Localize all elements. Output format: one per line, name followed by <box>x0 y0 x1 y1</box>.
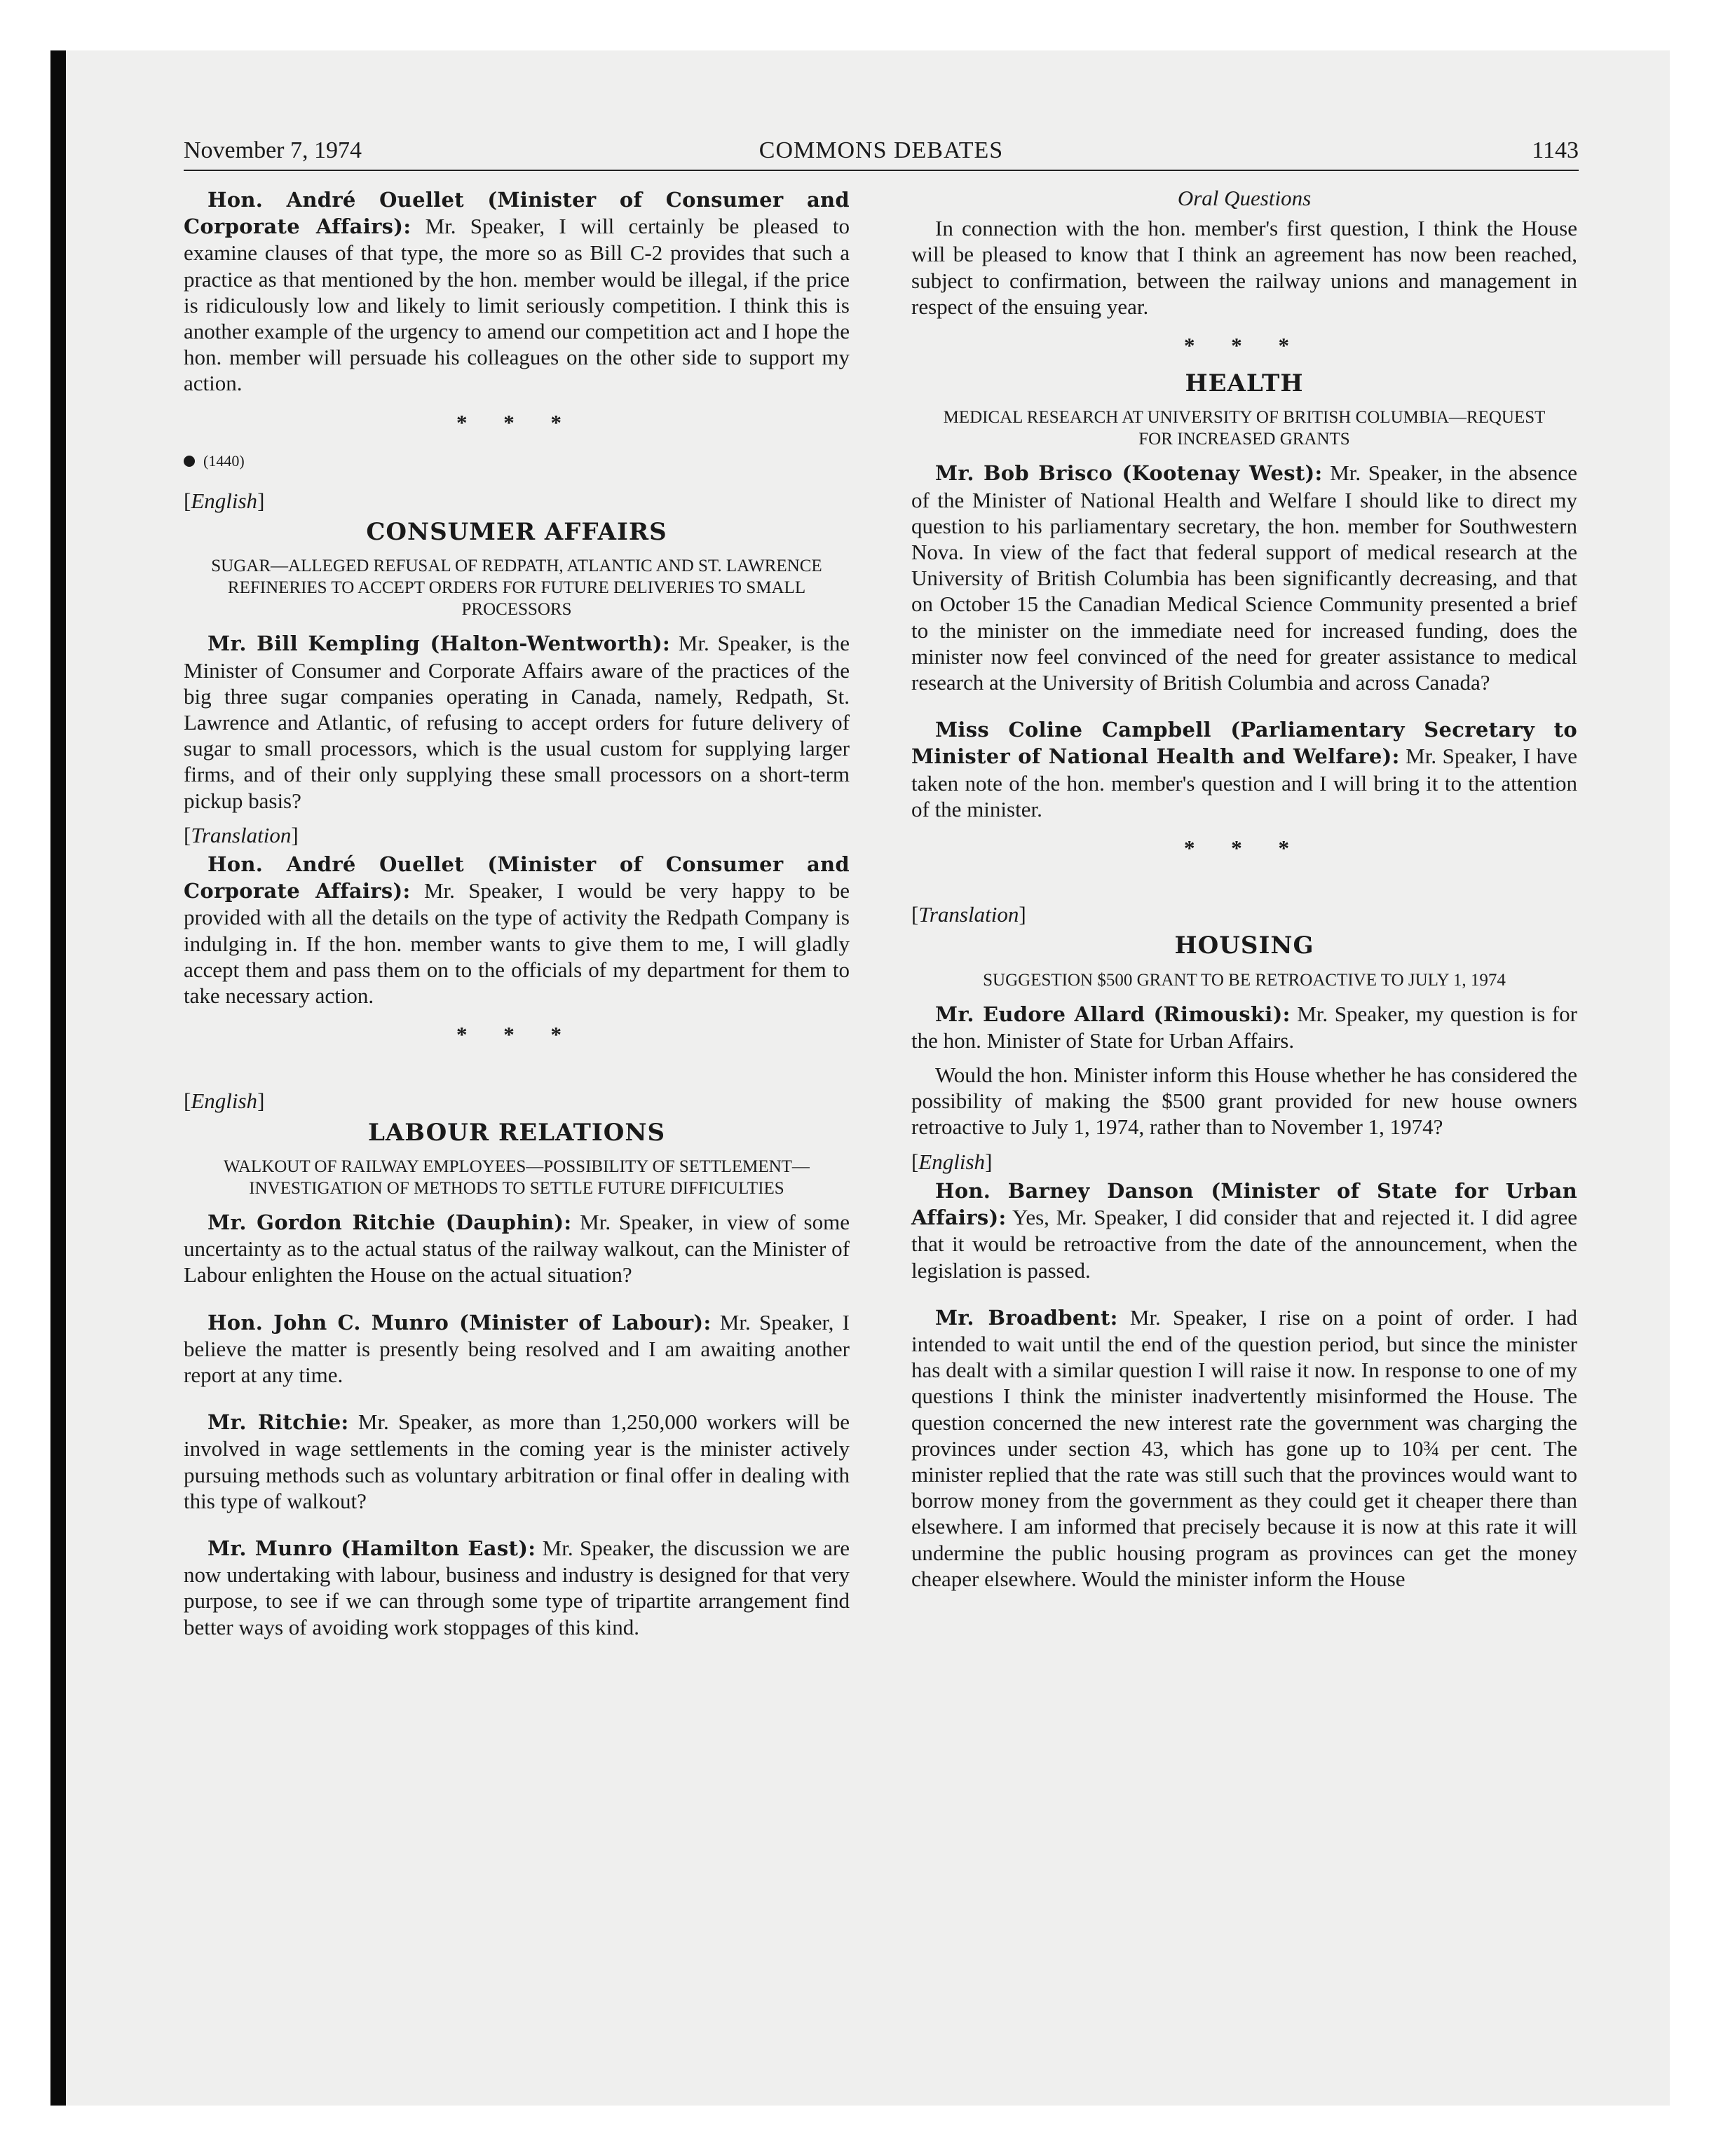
language-label: [English] <box>184 489 265 514</box>
speaker-name: Mr. Broadbent: <box>935 1305 1118 1330</box>
scan-edge-bar <box>50 50 66 2106</box>
paragraph <box>911 1062 1577 1140</box>
paragraph <box>184 186 850 397</box>
section-heading: LABOUR RELATIONS <box>367 1118 666 1147</box>
language-label: [Translation] <box>911 902 1026 927</box>
speech-text: Would the hon. Minister inform this House whether he has considered the possibility of making the $500 grant provided for new house owners retroactive to July 1, 1974, rather than to November 1, 1974? <box>911 1063 1577 1140</box>
left-column <box>184 186 850 1649</box>
speech-text: Yes, Mr. Speaker, I did consider that and rejected it. I did agree that it would be retroactive from the date of the announcement, when the legislation is passed. <box>911 1205 1577 1283</box>
speaker-name: Hon. André Ouellet (Minister of Consumer and Corporate Affairs): <box>184 188 850 239</box>
speech-text: Mr. Speaker, as more than 1,250,000 workers will be involved in wage settlements in the coming year is the minister actively pursuing methods such as voluntary arbitration or final offer in dealing with this type of walkout? <box>184 1410 850 1513</box>
paragraph <box>911 716 1577 822</box>
header-date: November 7, 1974 <box>184 137 362 163</box>
speaker-name: Mr. Eudore Allard (Rimouski): <box>935 1002 1291 1026</box>
speaker-name: Mr. Munro (Hamilton East): <box>207 1536 536 1560</box>
paragraph <box>184 630 850 813</box>
speech-text: Mr. Speaker, is the Minister of Consumer and Corporate Affairs aware of the practices of the big three sugar companies operating in Canada, namely, Redpath, St. Lawrence and Atlantic, of refusing to accept orders for future delivery of sugar to small processors, which is the usual custom for supplying larger firms, and of their only supplying these small processors on a short-term pickup basis? <box>184 631 850 813</box>
section-subheading: SUGGESTION $500 GRANT TO BE RETROACTIVE TO JULY 1, 1974 <box>983 970 1506 990</box>
speech-text: Mr. Speaker, I believe the matter is presently being resolved and I am awaiting another report at any time. <box>184 1309 850 1387</box>
section-subheading: MEDICAL RESEARCH AT UNIVERSITY OF BRITISH COLUMBIA—REQUEST FOR INCREASED GRANTS <box>943 408 1546 449</box>
speech-text: Mr. Speaker, the discussion we are now undertaking with labour, business and industry is designed for that very purpose, to see if we can through some type of tripartite arrangement find better ways of avoiding work stoppages of this kind. <box>184 1535 850 1639</box>
speaker-name: Mr. Gordon Ritchie (Dauphin): <box>207 1210 572 1234</box>
speech-text: Mr. Speaker, I have taken note of the hon. member's question and I will bring it to the attention of the minister. <box>911 744 1577 821</box>
speaker-name: Mr. Bill Kempling (Halton-Wentworth): <box>207 632 671 656</box>
section-separator: * * * <box>1184 333 1305 358</box>
paragraph <box>184 851 850 1009</box>
right-column <box>911 186 1577 1600</box>
speech-text: In connection with the hon. member's first question, I think the House will be pleased to know that I think an agreement has now been reached, subject to confirmation, between the railway unions and management in respect of the ensuing year. <box>911 216 1577 319</box>
paragraph <box>911 1178 1577 1283</box>
paragraph <box>184 1535 850 1640</box>
speaker-name: Miss Coline Campbell (Parliamentary Secretary to Minister of National Health and Welfare): <box>911 718 1577 769</box>
section-separator: * * * <box>456 409 577 435</box>
paragraph <box>184 1309 850 1389</box>
section-heading: HOUSING <box>1174 932 1314 960</box>
header-publication: COMMONS DEBATES <box>758 137 1004 163</box>
paragraph <box>911 460 1577 695</box>
language-label: [English] <box>184 1089 265 1114</box>
speaker-name: Hon. André Ouellet (Minister of Consumer and Corporate Affairs): <box>184 852 850 903</box>
section-subheading: WALKOUT OF RAILWAY EMPLOYEES—POSSIBILITY OF SETTLEMENT—INVESTIGATION OF METHODS TO SETTLE FUTURE DIFFICULTIES <box>224 1157 810 1198</box>
section-label: Oral Questions <box>1177 186 1312 210</box>
language-label: [English] <box>911 1149 993 1174</box>
speaker-name: Hon. Barney Danson (Minister of State for Urban Affairs): <box>911 1178 1577 1230</box>
bullet-icon <box>184 456 195 467</box>
language-label: [Translation] <box>184 822 299 847</box>
section-separator: * * * <box>456 1022 577 1047</box>
paragraph <box>911 215 1577 320</box>
speech-text: Mr. Speaker, in view of some uncertainty as to the actual status of the railway walkout, can the Minister of Labour enlighten the House on the actual situation? <box>184 1209 850 1288</box>
paragraph <box>184 1209 850 1288</box>
page-header <box>184 137 1579 171</box>
paragraph <box>911 1001 1577 1053</box>
paragraph <box>911 1304 1577 1592</box>
speech-text: Mr. Speaker, I rise on a point of order. I had intended to wait until the end of the question period, but since the minister has dealt with a similar question I will raise it now. In response to one of my questions I think the minister inadvertently misinformed the House. The question concerned the new interest rate the government was charging the provinces under section 43, which has gone up to 10¾ per cent. The minister replied that the rate was still such that the provinces would want to borrow money from the government as they could get it cheaper there than elsewhere. I am informed that precisely because it is now at this rate it will undermine the public housing program as provinces can get the money cheaper elsewhere. Would the minister inform the House <box>911 1304 1577 1591</box>
speech-text: Mr. Speaker, I would be very happy to be provided with all the details on the type of activity the Redpath Company is indulging in. If the hon. member wants to give them to me, I will gladly accept them and pass them on to the officials of my department for them to take necessary action. <box>184 878 850 1009</box>
time-marker: (1440) <box>184 448 850 474</box>
section-separator: * * * <box>1184 835 1305 861</box>
section-heading: CONSUMER AFFAIRS <box>366 518 667 547</box>
speech-text: Mr. Speaker, in the absence of the Minister of National Health and Welfare I should like to direct my question to his parliamentary secretary, the hon. member for Southwestern Nova. In view of the fact that federal support of medical research at the University of British Columbia has been significantly decreasing, and that on October 15 the Canadian Medical Science Community presented a brief to the minister on the immediate need for increased funding, does the minister now feel convinced of the need for greater assistance to medical research at the University of British Columbia and across Canada? <box>911 460 1577 695</box>
section-subheading: SUGAR—ALLEGED REFUSAL OF REDPATH, ATLANTIC AND ST. LAWRENCE REFINERIES TO ACCEPT ORDERS FOR FUTURE DELIVERIES TO SMALL PROCESSORS <box>211 557 822 620</box>
speaker-name: Hon. John C. Munro (Minister of Labour): <box>207 1310 712 1335</box>
speaker-name: Mr. Bob Brisco (Kootenay West): <box>935 461 1323 486</box>
header-page-number: 1143 <box>1532 137 1579 163</box>
paragraph <box>184 1409 850 1514</box>
speech-text: Mr. Speaker, I will certainly be pleased to examine clauses of that type, the more so as Bill C-2 provides that such a practice as that mentioned by the hon. member would be illegal, if the price is ridiculously low and likely to limit seriously competition. I think this is another example of the urgency to amend our competition act and I hope the hon. member will persuade his colleagues on the other side to support my action. <box>184 214 850 396</box>
speaker-name: Mr. Ritchie: <box>207 1410 349 1435</box>
section-heading: HEALTH <box>1185 369 1304 398</box>
speech-text: Mr. Speaker, my question is for the hon. Minister of State for Urban Affairs. <box>911 1001 1578 1053</box>
